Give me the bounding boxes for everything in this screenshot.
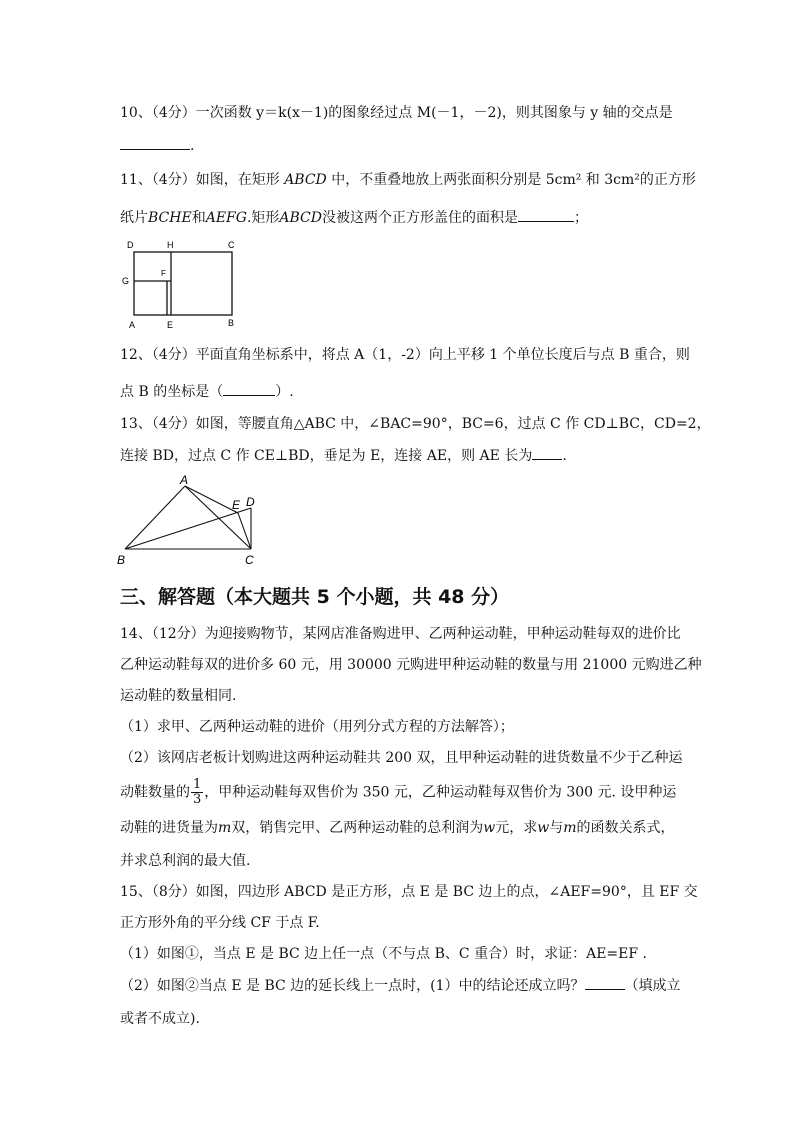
q10-line1: 10、（4分）一次函数 y＝k(x－1)的图象经过点 M(－1，－2)，则其图象与 y 轴的交点是 — [120, 105, 673, 121]
q12-line2: 点 B 的坐标是（ ）. — [120, 381, 294, 402]
label-c: C — [228, 240, 235, 250]
q15-line1: 15、（8分）如图，四边形 ABCD 是正方形，点 E 是 BC 边上的点，∠AEF=90°，且 EF 交 — [120, 884, 698, 900]
label-g: G — [122, 276, 130, 286]
q13-line1: 13、（4分）如图，等腰直角△ABC 中，∠BAC=90°，BC=6，过点 C 作 CD⊥BC，CD=2， — [120, 416, 711, 432]
label-c: C — [245, 553, 254, 567]
label-d: D — [127, 240, 134, 250]
answer-blank[interactable] — [120, 135, 190, 150]
label-b: B — [117, 553, 126, 567]
answer-blank[interactable] — [532, 445, 562, 460]
q13-triangle-figure — [114, 472, 272, 568]
q11-line1: 11、（4分）如图，在矩形 ABCD 中，不重叠地放上两张面积分别是 5cm² 和 3cm²的正方形 — [120, 172, 696, 188]
label-e: E — [167, 320, 174, 330]
q14-line3: 运动鞋的数量相同. — [120, 688, 237, 704]
label-a: A — [180, 473, 189, 487]
label-f: F — [161, 269, 166, 278]
q13-line2: 连接 BD，过点 C 作 CE⊥BD，垂足为 E，连接 AE，则 AE 长为 . — [120, 445, 567, 466]
label-a: A — [129, 320, 136, 330]
q14-line2: 乙种运动鞋每双的进价多 60 元，用 30000 元购进甲种运动鞋的数量与用 21000 元购进乙种 — [120, 657, 702, 673]
rect-abcd — [134, 252, 232, 315]
answer-blank[interactable] — [585, 975, 625, 990]
q14-part1: （1）求甲、乙两种运动鞋的进价（用列分式方程的方法解答）； — [120, 719, 514, 735]
answer-blank[interactable] — [518, 207, 574, 222]
label-b: B — [228, 318, 235, 328]
label-h: H — [167, 240, 174, 250]
q14-line1: 14、（12分）为迎接购物节，某网店准备购进甲、乙两种运动鞋，甲种运动鞋每双的进价比 — [120, 626, 681, 642]
q14-part2-line3: 动鞋的进货量为m双，销售完甲、乙两种运动鞋的总利润为w元，求w与m的函数关系式， — [120, 820, 675, 836]
q14-part2-line4: 并求总利润的最大值. — [120, 853, 251, 869]
q15-part2-line2: 或者不成立). — [120, 1011, 200, 1027]
label-e: E — [232, 498, 241, 512]
fraction-one-third: $\frac{1}{3}$ — [193, 777, 202, 807]
segment-ac — [185, 486, 251, 549]
q15-part2: （2）如图②当点 E 是 BC 边的延长线上一点时，(1）中的结论还成立吗？ （填成立 — [120, 975, 681, 996]
answer-blank[interactable] — [223, 381, 275, 396]
section-heading: 三、解答题（本大题共 5 个小题，共 48 分） — [120, 586, 510, 608]
q14-part2-line2: 动鞋数量的 $\frac{1}{3}$ ，甲种运动鞋每双售价为 350 元，乙种运动鞋每双售价为 300 元. 设甲种运 — [120, 777, 677, 807]
q14-part2-line1: （2）该网店老板计划购进这两种运动鞋共 200 双，且甲种运动鞋的进货数量不少于乙种运 — [120, 750, 683, 766]
q11-rectangle-figure — [118, 236, 244, 332]
q12-line1: 12、（4分）平面直角坐标系中，将点 A（1，-2）向上平移 1 个单位长度后与点 B 重合，则 — [120, 347, 690, 363]
q15-part1: （1）如图①，当点 E 是 BC 边上任一点（不与点 B、C 重合）时，求证：AE=EF . — [120, 946, 647, 962]
q11-line2: 纸片BCHE和AEFG.矩形ABCD没被这两个正方形盖住的面积是 ； — [120, 207, 588, 228]
q10-line2: . — [120, 135, 194, 156]
segment-ae — [185, 486, 238, 513]
segment-ce — [238, 513, 251, 549]
q15-line2: 正方形外角的平分线 CF 于点 F. — [120, 915, 320, 931]
label-d: D — [246, 495, 255, 509]
